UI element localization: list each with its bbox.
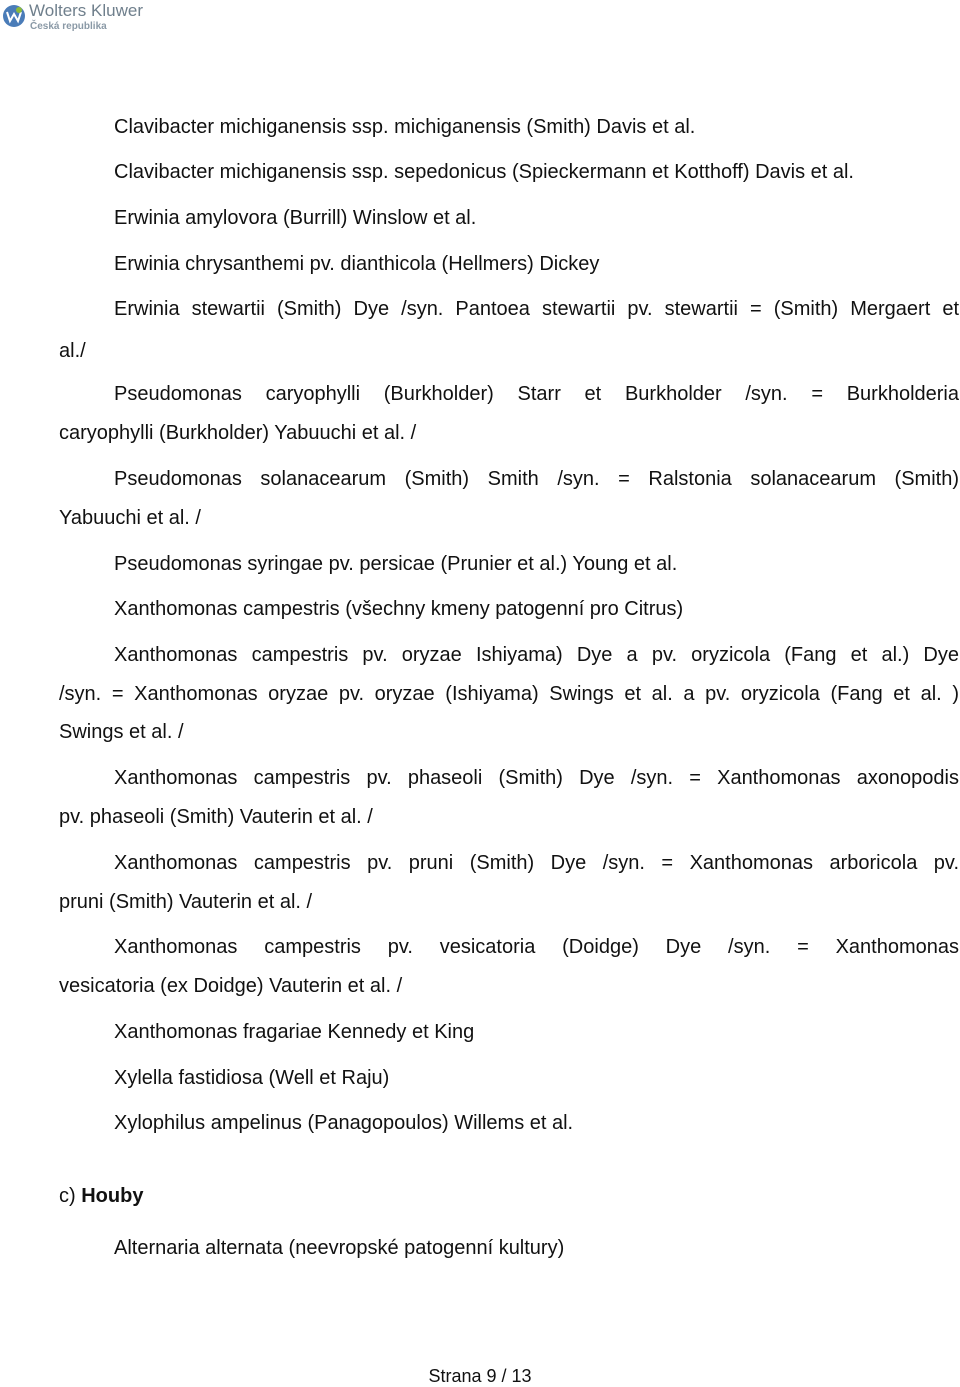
entry-xylophilus-ampelinus: Xylophilus ampelinus (Panagopoulos) Willems et al. xyxy=(114,1112,574,1134)
publisher-logo xyxy=(2,4,26,28)
entry-xylella-fastidiosa: Xylella fastidiosa (Well et Raju) xyxy=(114,1067,390,1089)
entry-xanthomonas-citrus: Xanthomonas campestris (všechny kmeny patogenní pro Citrus) xyxy=(114,598,684,620)
entry-erwinia-amylovora: Erwinia amylovora (Burrill) Winslow et al. xyxy=(114,207,477,229)
entry-xanthomonas-phaseoli-line1: Xanthomonas campestris pv. phaseoli (Smith) Dye /syn. = Xanthomonas axonopodis xyxy=(114,767,959,789)
entry-erwinia-stewartii-line1: Erwinia stewartii (Smith) Dye /syn. Pantoea stewartii pv. stewartii = (Smith) Mergaert et xyxy=(114,298,959,320)
logo-mark-icon xyxy=(2,4,26,28)
entry-erwinia-stewartii-line2: al./ xyxy=(59,340,86,362)
entry-pseudomonas-caryophylli-line2: caryophylli (Burkholder) Yabuuchi et al. / xyxy=(59,422,417,444)
entry-xanthomonas-fragariae: Xanthomonas fragariae Kennedy et King xyxy=(114,1021,475,1043)
entry-pseudomonas-solanacearum-line2: Yabuuchi et al. / xyxy=(59,507,201,529)
entry-clavibacter-sepedonicus: Clavibacter michiganensis ssp. sepedonicus (Spieckermann et Kotthoff) Davis et al. xyxy=(114,161,854,183)
entry-clavibacter-michiganensis: Clavibacter michiganensis ssp. michiganensis (Smith) Davis et al. xyxy=(114,116,696,138)
section-prefix: c) xyxy=(59,1185,76,1207)
entry-xanthomonas-pruni-line1: Xanthomonas campestris pv. pruni (Smith) Dye /syn. = Xanthomonas arboricola pv. xyxy=(114,852,959,874)
entry-xanthomonas-oryzae-line1: Xanthomonas campestris pv. oryzae Ishiyama) Dye a pv. oryzicola (Fang et al.) Dye xyxy=(114,644,959,666)
entry-pseudomonas-syringae: Pseudomonas syringae pv. persicae (Prunier et al.) Young et al. xyxy=(114,553,678,575)
entry-xanthomonas-vesicatoria-line1: Xanthomonas campestris pv. vesicatoria (Doidge) Dye /syn. = Xanthomonas xyxy=(114,936,959,958)
entry-pseudomonas-caryophylli-line1: Pseudomonas caryophylli (Burkholder) Starr et Burkholder /syn. = Burkholderia xyxy=(114,383,959,405)
brand-name: Wolters Kluwer xyxy=(29,1,143,20)
entry-alternaria-alternata: Alternaria alternata (neevropské patogenní kultury) xyxy=(114,1237,565,1259)
entry-erwinia-chrysanthemi: Erwinia chrysanthemi pv. dianthicola (Hellmers) Dickey xyxy=(114,253,600,275)
entry-xanthomonas-vesicatoria-line2: vesicatoria (ex Doidge) Vauterin et al. / xyxy=(59,975,403,997)
entry-xanthomonas-phaseoli-line2: pv. phaseoli (Smith) Vauterin et al. / xyxy=(59,806,373,828)
entry-xanthomonas-oryzae-line2: /syn. = Xanthomonas oryzae pv. oryzae (Ishiyama) Swings et al. a pv. oryzicola (Fang et al. ) xyxy=(59,683,959,705)
page-number: Strana 9 / 13 xyxy=(428,1366,532,1386)
section-title: Houby xyxy=(81,1185,144,1207)
entry-pseudomonas-solanacearum-line1: Pseudomonas solanacearum (Smith) Smith /syn. = Ralstonia solanacearum (Smith) xyxy=(114,468,959,490)
entry-xanthomonas-oryzae-line3: Swings et al. / xyxy=(59,721,184,743)
section-heading xyxy=(59,1184,143,1208)
brand-subtitle: Česká republika xyxy=(30,21,107,32)
entry-xanthomonas-pruni-line2: pruni (Smith) Vauterin et al. / xyxy=(59,891,313,913)
